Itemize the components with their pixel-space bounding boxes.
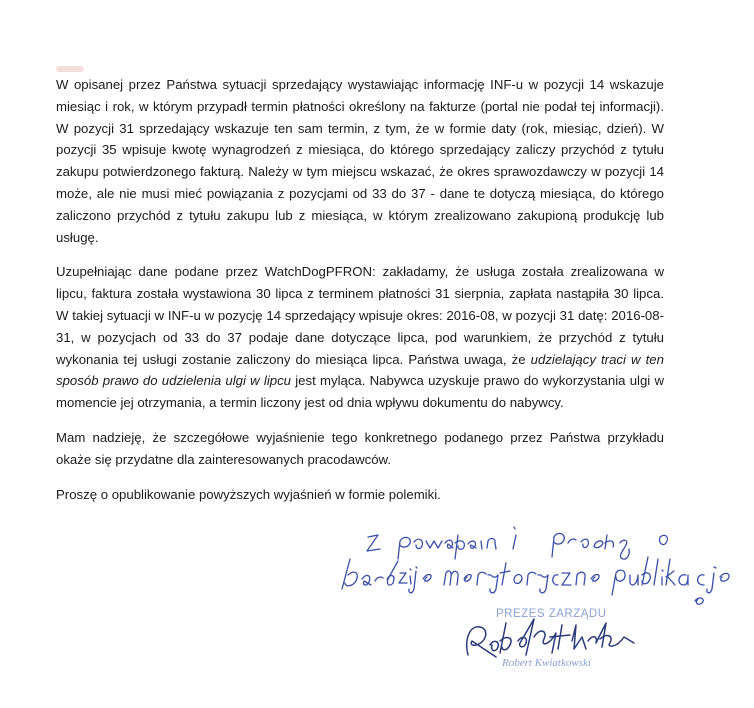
paragraph-2-quote: udzielający traci w ten sposób prawo do udzielenia ulgi w lipcu (56, 351, 664, 389)
letter-body (56, 74, 664, 518)
handwritten-greeting-line-1 (367, 527, 667, 559)
margin-mark (56, 66, 84, 72)
paragraph-2-part-a: Uzupełniając dane podane przez WatchDogPFRON: zakładamy, że usługa została zrealizowana w lipcu, faktura została wystawiona 30 lipca z terminem płatności 31 sierpnia, zapłata nastąpiła 30 lipca. W takiej sytuacji w INF-u w pozycję 14 sprzedający wpisuje okres: 2016-08, w pozycji 31 datę: 2016-08-31, w pozycjach od 33 do 37 podaje dane dotyczące lipca, pod warunkiem, że przychód z tytułu wykonania tej usługi zostanie zaliczony do miesiąca lipca. Państwa uwaga, że (56, 264, 664, 367)
president-signature (467, 619, 634, 657)
paragraph-1: W opisanej przez Państwa sytuacji sprzedający wystawiając informację INF-u w pozycji 14 wskazuje miesiąc i rok, w którym przypadł termin płatności określony na fakturze (portal nie podał tej informacji). W pozycji 31 sprzedający wskazuje ten sam termin, z tym, że w formie daty (rok, miesiąc, dzień). W pozycji 35 wpisuje kwotę wynagrodzeń z miesiąca, do którego sprzedający zaliczy przychód z tytułu zakupu potwierdzonego fakturą. Należy w tym miejscu wskazać, że okres sprawozdawczy w pozycji 14 może, ale nie musi mieć powiązania z pozycjami od 33 do 37 - dane te dotyczą miesiąca, do którego zaliczono przychód z tytułu zakupu lub z miesiąca, w którym zrealizowano zakupioną produkcję lub usługę. (56, 77, 664, 245)
paragraph-2-part-b: jest myląca. Nabywca uzyskuje prawo do wykorzystania ulgi w momencie jej otrzymania, a termin liczony jest od dnia wpływu dokumentu do nabywcy. (56, 373, 664, 411)
stamp-role: PREZES ZARZĄDU (496, 608, 607, 620)
stamp-name: Robert Kwiatkowski (502, 657, 591, 669)
handwritten-greeting-line-2 (342, 557, 729, 604)
paragraph-2 (56, 261, 664, 414)
paragraph-3: Mam nadzieję, że szczegółowe wyjaśnienie tego konkretnego podanego przez Państwa przykładu okaże się przydatne dla zainteresowanych pracodawców. (56, 429, 664, 467)
paragraph-4: Proszę o opublikowanie powyższych wyjaśnień w formie polemiki. (56, 486, 441, 502)
signature-block (320, 515, 750, 700)
